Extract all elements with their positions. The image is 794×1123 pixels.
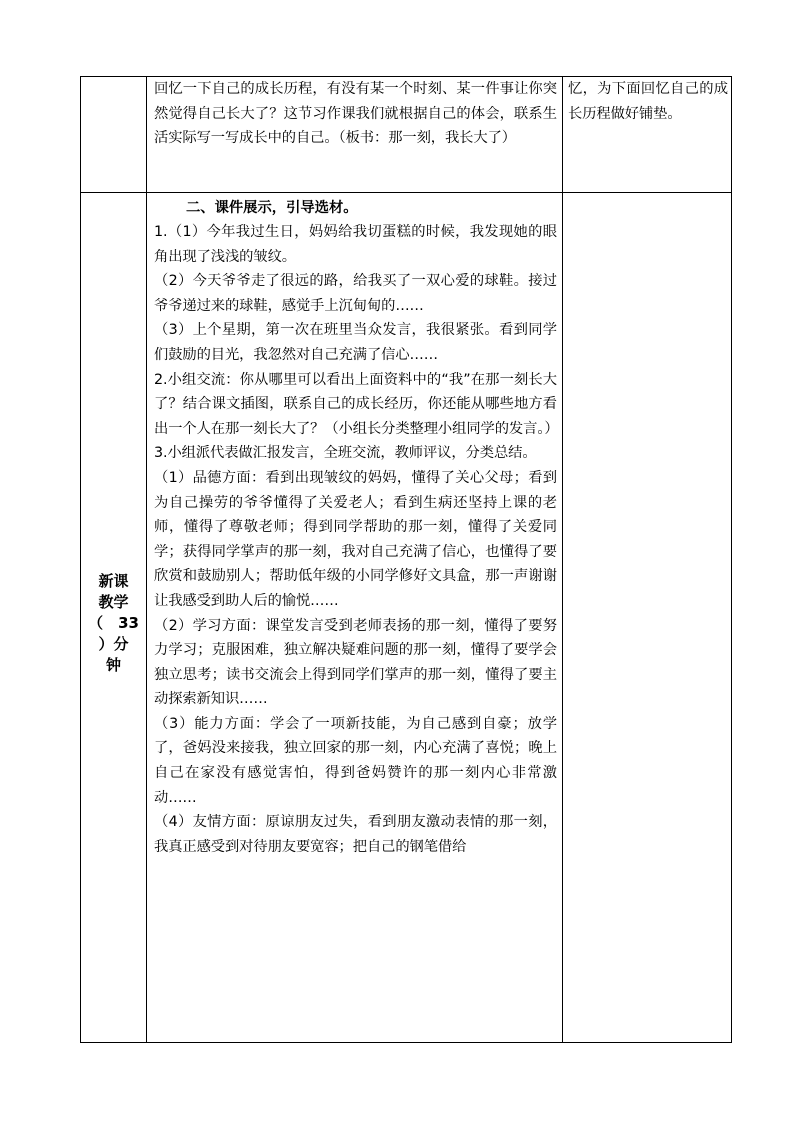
stage-cell [81, 193, 147, 1043]
content-paragraph: （2）今天爷爷走了很远的路，给我买了一双心爱的球鞋。接过爷爷递过来的球鞋，感觉手上沉甸甸的…… [154, 273, 557, 314]
content-paragraph: （2）学习方面：课堂发言受到老师表扬的那一刻，懂得了要努力学习；克服困难，独立解决疑难问题的那一刻，懂得了要学会独立思考；读书交流会上得到同学们掌声的那一刻，懂得了要主动探索新知识…… [154, 617, 557, 708]
table-row [81, 77, 732, 193]
content-paragraph: （3）能力方面：学会了一项新技能，为自己感到自豪；放学了，爸妈没来接我，独立回家的那一刻，内心充满了喜悦；晚上自己在家没有感觉害怕，得到爸妈赞许的那一刻内心非常激动…… [154, 715, 557, 806]
design-note-cell [563, 77, 732, 193]
stage-label-line: 新课 [98, 572, 129, 590]
stage-label [81, 193, 146, 676]
lesson-plan-table [80, 76, 732, 1043]
content-cell [147, 77, 563, 193]
content-paragraph: （3）上个星期，第一次在班里当众发言，我很紧张。看到同学们鼓励的目光，我忽然对自己充满了信心…… [154, 322, 557, 363]
stage-label-line: ）分 [98, 635, 129, 653]
content-paragraph: 2.小组交流：你从哪里可以看出上面资料中的“我”在那一刻长大了？结合课文插图，联系自己的成长经历，你还能从哪些地方看出一个人在那一刻长大了？（小组长分类整理小组同学的发言。） [154, 371, 559, 437]
stage-label-line: 钟 [105, 656, 121, 674]
stage-label-line: （ 33 [88, 614, 139, 632]
content-paragraph: 1.（1）今年我过生日，妈妈给我切蛋糕的时候，我发现她的眼角出现了浅浅的皱纹。 [154, 224, 557, 265]
design-note-text: 忆，为下面回忆自己的成长历程做好铺垫。 [568, 81, 728, 122]
content-paragraph: 3.小组派代表做汇报发言，全班交流，教师评议，分类总结。 [154, 445, 537, 462]
table-row [81, 193, 732, 1043]
content-paragraph: （4）友情方面：原谅朋友过失，看到朋友激动表情的那一刻，我真正感受到对待朋友要宽容；把自己的钢笔借给 [154, 814, 557, 855]
content-paragraph: 回忆一下自己的成长历程，有没有某一个时刻、某一件事让你突然觉得自己长大了？这节习作课我们就根据自己的体会，联系生活实际写一写成长中的自己。（板书：那一刻，我长大了） [154, 81, 557, 147]
stage-cell [81, 77, 147, 193]
content-cell [147, 193, 563, 1043]
content-paragraph: （1）品德方面：看到出现皱纹的妈妈，懂得了关心父母；看到为自己操劳的爷爷懂得了关爱老人；看到生病还坚持上课的老师，懂得了尊敬老师；得到同学帮助的那一刻，懂得了关爱同学；获得同学掌声的那一刻，我对自己充满了信心，也懂得了要欣赏和鼓励别人；帮助低年级的小同学修好文具盒，那一声谢谢让我感受到助人后的愉悦…… [154, 469, 557, 609]
design-note-cell [563, 193, 732, 1043]
section-title: 二、课件展示，引导选材。 [186, 200, 358, 216]
stage-label-line: 教学 [98, 593, 129, 611]
